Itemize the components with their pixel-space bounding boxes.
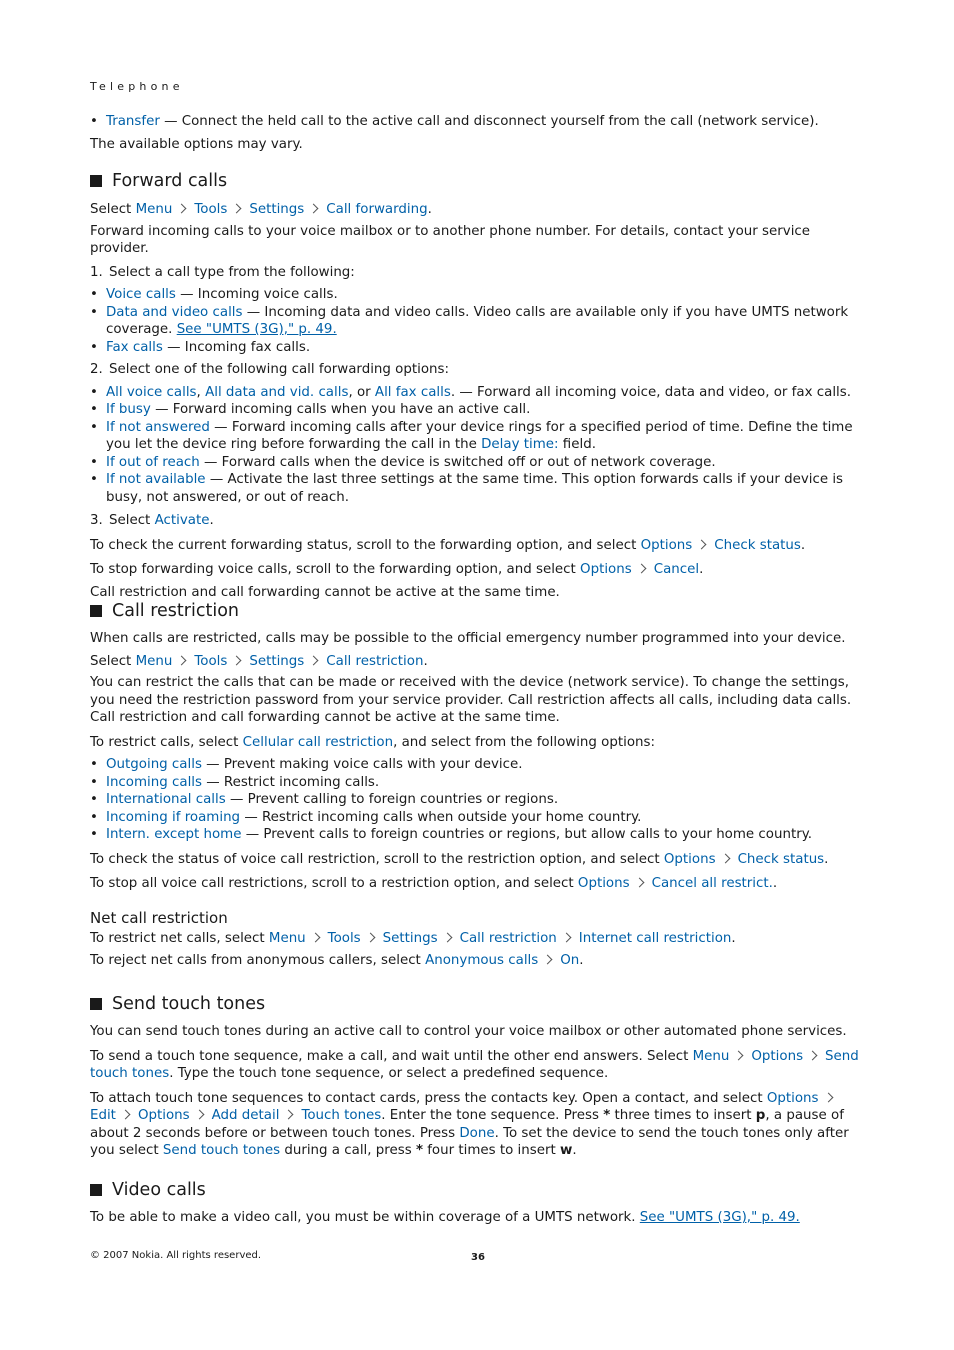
edit-link[interactable]: Edit bbox=[90, 1108, 116, 1123]
attach-tones-text: To attach touch tone sequences to contact cards, press the contacts key. Open a contact, and select OptionsEdit Options Add detail Touch tones. Enter the tone sequence. Press * three times to insert p, a pause of about 2 seconds before or between touch tones. Press Done. To set the device to send the touch tones only after you select Send touch tones during a call, press * four times to insert w. bbox=[90, 1090, 849, 1158]
step-1: 1. Select a call type from the following: bbox=[90, 264, 355, 280]
chevron-right-icon bbox=[734, 1050, 744, 1060]
if-not-available-link[interactable]: If not available bbox=[106, 472, 206, 487]
list-item: • Outgoing calls — Prevent making voice calls with your device. bbox=[90, 756, 866, 774]
intro-section bbox=[90, 113, 866, 153]
data-video-calls-link[interactable]: Data and video calls bbox=[106, 304, 243, 320]
step-2: 2. Select one of the following call forwarding options: bbox=[90, 362, 449, 377]
list-item: • If out of reach — Forward calls when the device is switched off or out of network coverage. bbox=[90, 454, 866, 472]
incoming-calls-link[interactable]: Incoming calls bbox=[106, 774, 202, 790]
restrict-how-text: To restrict calls, select Cellular call restriction, and select from the following options: bbox=[90, 734, 656, 750]
cancel-link[interactable]: Cancel bbox=[653, 562, 700, 577]
forward-calls-section bbox=[90, 170, 866, 601]
chevron-right-icon bbox=[177, 655, 187, 665]
star-key: * bbox=[415, 1143, 423, 1158]
chevron-right-icon bbox=[177, 204, 187, 214]
w-character: w bbox=[560, 1143, 573, 1158]
chevron-right-icon bbox=[442, 932, 452, 942]
square-bullet-icon bbox=[90, 1184, 102, 1196]
settings-link[interactable]: Settings bbox=[249, 202, 305, 217]
transfer-link[interactable]: Transfer bbox=[106, 114, 160, 129]
chevron-right-icon bbox=[309, 655, 319, 665]
menu-link[interactable]: Menu bbox=[135, 653, 173, 669]
umts-reference-link[interactable]: See "UMTS (3G)," p. 49. bbox=[639, 1210, 800, 1225]
check-status-text: To check the current forwarding status, scroll to the forwarding option, and select Options Check status. bbox=[90, 537, 806, 553]
section-title: Video calls bbox=[90, 1179, 866, 1201]
stop-forwarding-text: To stop forwarding voice calls, scroll to the forwarding option, and select Options Cancel. bbox=[90, 562, 704, 577]
list-item: • Incoming calls — Restrict incoming calls. bbox=[90, 774, 866, 792]
settings-link[interactable]: Settings bbox=[249, 653, 305, 669]
send-sequence-text: To send a touch tone sequence, make a call, and wait until the other end answers. Select Menu Options Send touch tones. Type the touch tone sequence, or select a predefined sequence. bbox=[90, 1048, 859, 1081]
if-not-answered-link[interactable]: If not answered bbox=[106, 419, 210, 435]
if-out-of-reach-link[interactable]: If out of reach bbox=[106, 454, 200, 470]
delay-time-link[interactable]: Delay time: bbox=[481, 437, 559, 452]
options-link[interactable]: Options bbox=[663, 851, 716, 867]
call-type-list bbox=[90, 286, 866, 356]
umts-reference-link[interactable]: See "UMTS (3G)," p. 49. bbox=[176, 322, 337, 337]
list-item: • Data and video calls — Incoming data and video calls. Video calls are available only if you have UMTS network coverage. See "UMTS (3G)," p. 49. bbox=[90, 304, 866, 339]
chevron-right-icon bbox=[284, 1110, 294, 1120]
list-item: • Fax calls — Incoming fax calls. bbox=[90, 339, 866, 357]
incoming-if-roaming-link[interactable]: Incoming if roaming bbox=[106, 809, 241, 825]
options-link[interactable]: Options bbox=[577, 876, 630, 891]
international-calls-link[interactable]: International calls bbox=[106, 792, 226, 807]
touch-tones-link[interactable]: Touch tones bbox=[301, 1108, 382, 1123]
all-data-vid-calls-link[interactable]: All data and vid. calls bbox=[205, 384, 349, 400]
section-title: Send touch tones bbox=[90, 993, 866, 1015]
page-number: 36 bbox=[471, 1252, 485, 1263]
video-calls-text: To be able to make a video call, you must be within coverage of a UMTS network. See "UMTS (3G)," p. 49. bbox=[90, 1210, 800, 1225]
chevron-right-icon bbox=[634, 878, 644, 888]
tools-link[interactable]: Tools bbox=[327, 930, 361, 946]
options-link[interactable]: Options bbox=[580, 562, 632, 577]
forward-description: Forward incoming calls to your voice mailbox or to another phone number. For details, contact your service provider. bbox=[90, 223, 811, 256]
chevron-right-icon bbox=[823, 1092, 833, 1102]
list-item: • If not answered — Forward incoming calls after your device rings for a specified period of time. Define the time you let the device ring before forwarding the call in the Delay time: field. bbox=[90, 419, 866, 454]
chevron-right-icon bbox=[561, 932, 571, 942]
chevron-right-icon bbox=[636, 564, 646, 574]
menu-link[interactable]: Menu bbox=[268, 930, 306, 946]
intern-except-home-link[interactable]: Intern. except home bbox=[106, 827, 242, 842]
square-bullet-icon bbox=[90, 998, 102, 1010]
square-bullet-icon bbox=[90, 605, 102, 617]
video-calls-section bbox=[90, 1179, 866, 1227]
all-voice-calls-link[interactable]: All voice calls bbox=[106, 384, 197, 400]
options-vary-note: The available options may vary. bbox=[90, 136, 303, 152]
menu-link[interactable]: Menu bbox=[135, 202, 173, 217]
section-title: Call restriction bbox=[90, 600, 866, 622]
net-restriction-path: To restrict net calls, select Menu Tools Settings Call restriction Internet call restriction. bbox=[90, 930, 736, 946]
chevron-right-icon bbox=[808, 1050, 818, 1060]
done-link[interactable]: Done bbox=[459, 1125, 495, 1141]
anonymous-calls-text: To reject net calls from anonymous callers, select Anonymous calls On. bbox=[90, 953, 584, 968]
list-item: • Voice calls — Incoming voice calls. bbox=[90, 286, 866, 304]
tools-link[interactable]: Tools bbox=[194, 653, 228, 669]
menu-link[interactable]: Menu bbox=[692, 1048, 730, 1064]
forward-path: Select Menu Tools Settings Call forwarding. bbox=[90, 202, 432, 217]
forwarding-options-list bbox=[90, 384, 866, 507]
chevron-right-icon bbox=[720, 853, 730, 863]
restriction-options-list bbox=[90, 756, 866, 844]
list-item: • If not available — Activate the last three settings at the same time. This option forwards calls if your device is busy, not answered, or out of reach. bbox=[90, 471, 866, 506]
add-detail-link[interactable]: Add detail bbox=[211, 1108, 280, 1123]
chevron-right-icon bbox=[543, 955, 553, 965]
chevron-right-icon bbox=[365, 932, 375, 942]
copyright: © 2007 Nokia. All rights reserved. bbox=[90, 1250, 262, 1261]
settings-link[interactable]: Settings bbox=[382, 930, 438, 946]
check-status-link[interactable]: Check status bbox=[737, 851, 825, 867]
list-item: • If busy — Forward incoming calls when you have an active call. bbox=[90, 401, 866, 419]
restriction-description: You can restrict the calls that can be made or received with the device (network service). To change the settings, you need the restriction password from your service provider. Call restriction affects all calls, including data calls. Call restriction and call forwarding cannot be active at the same time. bbox=[90, 675, 852, 725]
page-footer bbox=[90, 1250, 866, 1261]
options-link[interactable]: Options bbox=[766, 1090, 819, 1106]
list-item: • Incoming if roaming — Restrict incoming calls when outside your home country. bbox=[90, 809, 866, 827]
chevron-right-icon bbox=[232, 655, 242, 665]
send-touch-tones-link[interactable]: Send touch tones bbox=[162, 1143, 281, 1158]
check-status-link[interactable]: Check status bbox=[714, 537, 801, 553]
send-touch-tones-link[interactable]: Send touch tones bbox=[90, 1048, 859, 1081]
list-item: • All voice calls, All data and vid. calls, or All fax calls. — Forward all incoming voice, data and video, or fax calls. bbox=[90, 384, 866, 402]
chevron-right-icon bbox=[120, 1110, 130, 1120]
cancel-all-restrict-link[interactable]: Cancel all restrict. bbox=[651, 876, 773, 891]
call-forwarding-link[interactable]: Call forwarding bbox=[326, 202, 428, 217]
outgoing-calls-link[interactable]: Outgoing calls bbox=[106, 757, 202, 772]
chevron-right-icon bbox=[309, 204, 319, 214]
p-character: p bbox=[755, 1108, 766, 1123]
star-key: * bbox=[603, 1108, 611, 1123]
chevron-right-icon bbox=[194, 1110, 204, 1120]
list-item: • Intern. except home — Prevent calls to foreign countries or regions, but allow calls to your home country. bbox=[90, 826, 866, 844]
internet-call-restriction-link[interactable]: Internet call restriction bbox=[578, 930, 732, 946]
check-restriction-text: To check the status of voice call restriction, scroll to the restriction option, and select Options Check status. bbox=[90, 851, 829, 867]
call-restriction-link[interactable]: Call restriction bbox=[459, 930, 557, 946]
restriction-path: Select Menu Tools Settings Call restriction. bbox=[90, 653, 428, 669]
subsection-title: Net call restriction bbox=[90, 908, 228, 927]
section-title: Forward calls bbox=[90, 170, 866, 192]
running-header: Telephone bbox=[90, 80, 184, 93]
call-restriction-section bbox=[90, 600, 866, 970]
list-item: • Transfer — Connect the held call to the active call and disconnect yourself from the call (network service). bbox=[90, 113, 866, 131]
on-link[interactable]: On bbox=[560, 953, 580, 968]
options-link[interactable]: Options bbox=[137, 1108, 190, 1123]
call-restriction-link[interactable]: Call restriction bbox=[326, 653, 424, 669]
all-fax-calls-link[interactable]: All fax calls bbox=[374, 384, 451, 400]
tones-description: You can send touch tones during an active call to control your voice mailbox or other automated phone services. bbox=[90, 1024, 847, 1039]
emergency-note: When calls are restricted, calls may be possible to the official emergency number programmed into your device. bbox=[90, 631, 846, 646]
square-bullet-icon bbox=[90, 175, 102, 187]
restriction-forwarding-note: Call restriction and call forwarding cannot be active at the same time. bbox=[90, 584, 560, 600]
tools-link[interactable]: Tools bbox=[194, 202, 228, 217]
fax-calls-link[interactable]: Fax calls bbox=[106, 339, 163, 355]
chevron-right-icon bbox=[232, 204, 242, 214]
if-busy-link[interactable]: If busy bbox=[106, 402, 151, 417]
cellular-call-restriction-link[interactable]: Cellular call restriction bbox=[242, 734, 394, 750]
chevron-right-icon bbox=[697, 539, 707, 549]
voice-calls-link[interactable]: Voice calls bbox=[106, 287, 176, 302]
options-link[interactable]: Options bbox=[640, 537, 693, 553]
list-item: • International calls — Prevent calling to foreign countries or regions. bbox=[90, 791, 866, 809]
activate-link[interactable]: Activate bbox=[154, 513, 210, 528]
step-3: 3. Select Activate. bbox=[90, 513, 214, 528]
anonymous-calls-link[interactable]: Anonymous calls bbox=[425, 953, 539, 968]
stop-restriction-text: To stop all voice call restrictions, scroll to a restriction option, and select Options Cancel all restrict.. bbox=[90, 876, 778, 891]
chevron-right-icon bbox=[310, 932, 320, 942]
send-touch-tones-section bbox=[90, 993, 866, 1160]
options-link[interactable]: Options bbox=[751, 1048, 804, 1064]
